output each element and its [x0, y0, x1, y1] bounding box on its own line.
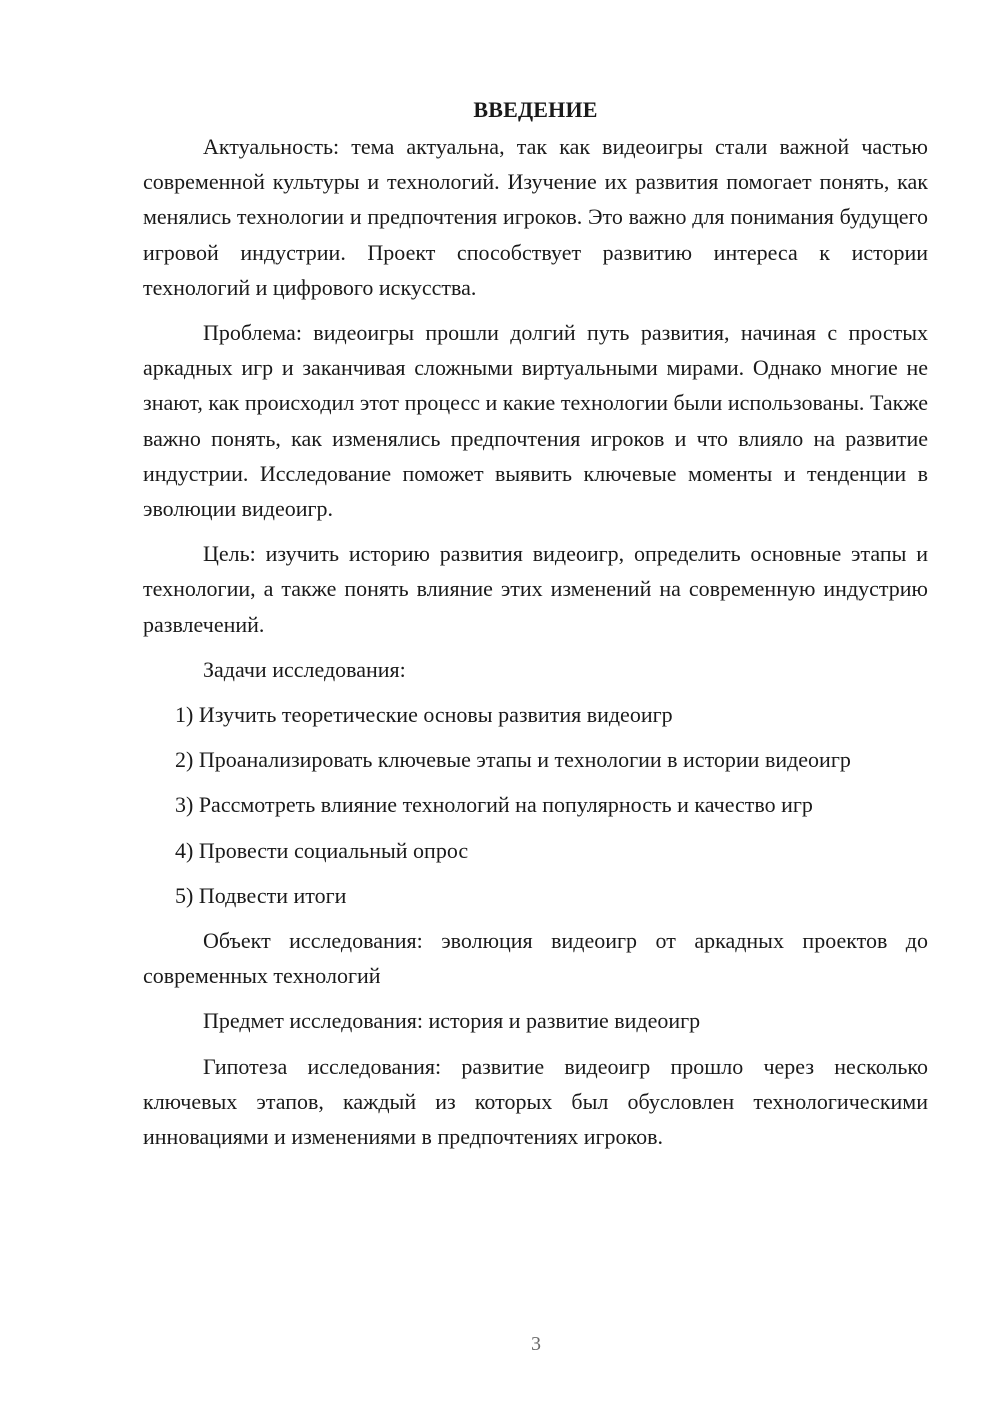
- task-item-3: 3) Рассмотреть влияние технологий на популярность и качество игр: [175, 792, 813, 818]
- paragraph-relevance: Актуальность: тема актуальна, так как видеоигры стали важной частью современной культуры и технологий. Изучение их развития помогает понять, как менялись технологии и предпочтения игроков. Это важно для понимания будущего игровой индустрии. Проект способствует развитию интереса к истории технологий и цифрового искусства.: [143, 134, 928, 300]
- page-number: 3: [531, 1333, 541, 1355]
- paragraph-subject: Предмет исследования: история и развитие видеоигр: [203, 1008, 701, 1034]
- task-item-5: 5) Подвести итоги: [175, 882, 347, 908]
- page-title: ВВЕДЕНИЕ: [473, 97, 598, 122]
- task-item-4: 4) Провести социальный опрос: [175, 837, 469, 863]
- task-item-1: 1) Изучить теоретические основы развития видеоигр: [175, 702, 673, 728]
- document-page: [143, 92, 928, 1164]
- paragraph-tasks-heading: Задачи исследования:: [203, 656, 406, 682]
- paragraph-goal: Цель: изучить историю развития видеоигр, определить основные этапы и технологии, а также понять влияние этих изменений на современную индустрию развлечений.: [143, 541, 928, 637]
- paragraph-hypothesis: Гипотеза исследования: развитие видеоигр прошло через несколько ключевых этапов, каждый из которых был обусловлен технологическими инновациями и изменениями в предпочтениях игроков.: [143, 1053, 928, 1150]
- paragraph-problem: Проблема: видеоигры прошли долгий путь развития, начиная с простых аркадных игр и заканчивая сложными виртуальными мирами. Однако многие не знают, как происходил этот процесс и какие технологии были использованы. Также важно понять, как изменялись предпочтения игроков и что влияло на развитие индустрии. Исследование поможет выявить ключевые моменты и тенденции в эволюции видеоигр.: [143, 320, 928, 522]
- paragraph-object: Объект исследования: эволюция видеоигр от аркадных проектов до современных технологий: [143, 928, 928, 989]
- task-item-2: 2) Проанализировать ключевые этапы и технологии в истории видеоигр: [175, 747, 851, 773]
